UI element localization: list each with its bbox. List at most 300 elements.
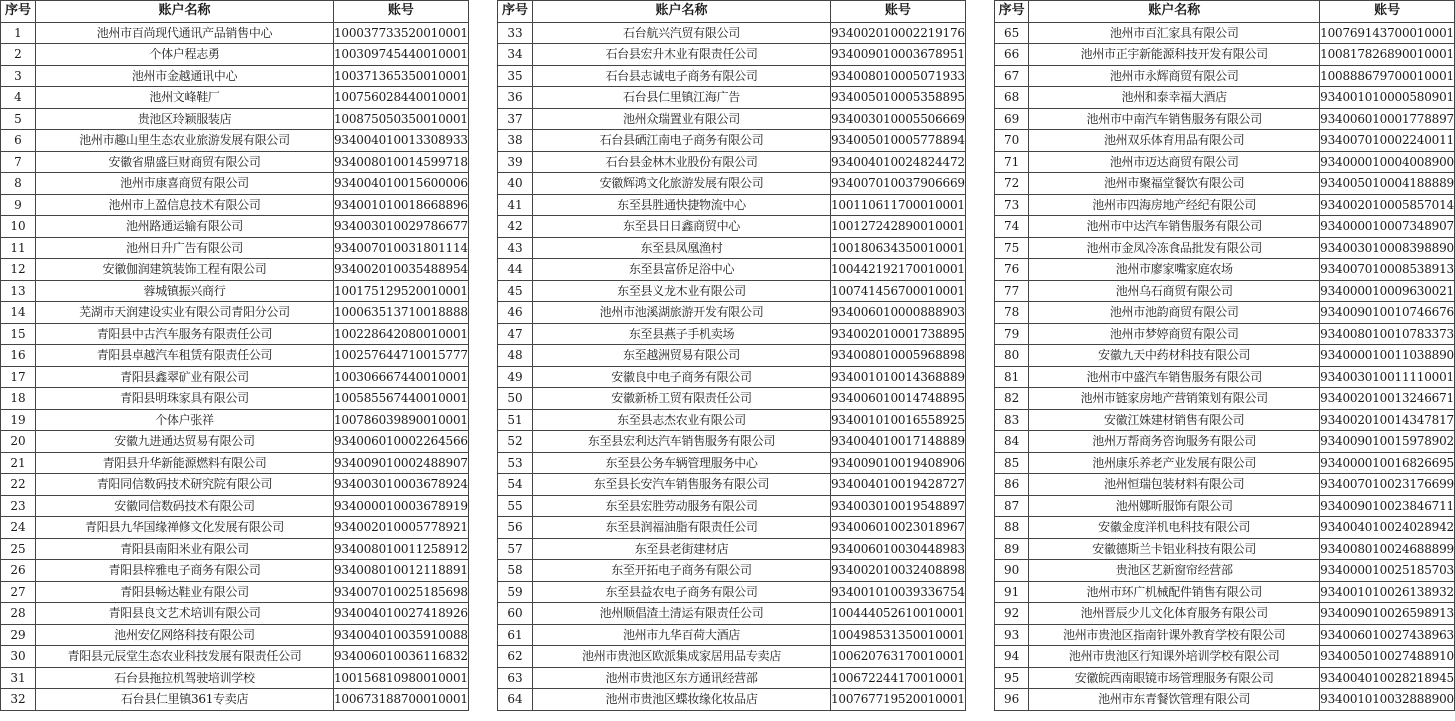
row-account-number: 100442192170010001 [831, 259, 966, 281]
table-row [995, 173, 1455, 195]
row-account-name: 安徽新桥工贸有限责任公司 [533, 388, 831, 410]
table-row [1, 431, 469, 453]
row-seq: 59 [498, 581, 533, 603]
table-row [995, 44, 1455, 66]
row-account-name: 池州恒瑞包装材料有限公司 [1029, 474, 1320, 496]
table-header-row [498, 1, 966, 23]
row-account-name: 东至县志杰农业有限公司 [533, 409, 831, 431]
row-seq: 52 [498, 431, 533, 453]
row-account-name: 池州路通运输有限公司 [36, 216, 334, 238]
row-seq: 12 [1, 259, 36, 281]
row-account-name: 青阳县畅达鞋业有限公司 [36, 581, 334, 603]
row-account-name: 石台县宏升木业有限责任公司 [533, 44, 831, 66]
table-row [498, 65, 966, 87]
row-account-name: 个体户张祥 [36, 409, 334, 431]
row-account-name: 安徽同信数码技术有限公司 [36, 495, 334, 517]
table-row [498, 624, 966, 646]
row-account-number: 100673188700010001 [334, 689, 469, 711]
row-seq: 13 [1, 280, 36, 302]
row-seq: 27 [1, 581, 36, 603]
row-account-number: 934000010004008900 [1320, 151, 1455, 173]
row-account-number: 100769143700010001 [1320, 22, 1455, 44]
row-account-name: 池州市金越通讯中心 [36, 65, 334, 87]
row-seq: 86 [995, 474, 1029, 496]
row-account-number: 100888679700010001 [1320, 65, 1455, 87]
row-account-name: 石台县硒江南电子商务有限公司 [533, 130, 831, 152]
row-seq: 17 [1, 366, 36, 388]
row-seq: 55 [498, 495, 533, 517]
row-account-name: 池州市链家房地产营销策划有限公司 [1029, 388, 1320, 410]
row-seq: 22 [1, 474, 36, 496]
row-seq: 7 [1, 151, 36, 173]
table-row [498, 581, 966, 603]
row-seq: 1 [1, 22, 36, 44]
row-seq: 3 [1, 65, 36, 87]
row-account-name: 池州市上盈信息技术有限公司 [36, 194, 334, 216]
row-seq: 50 [498, 388, 533, 410]
row-account-number: 934004010017148889 [831, 431, 966, 453]
table-row [1, 22, 469, 44]
row-account-name: 池州市贵池区行知课外培训学校有限公司 [1029, 646, 1320, 668]
table-row [995, 345, 1455, 367]
row-seq: 60 [498, 603, 533, 625]
row-account-number: 934004010027418926 [334, 603, 469, 625]
row-account-number: 100156810980010001 [334, 667, 469, 689]
row-account-name: 东至县长安汽车销售服务有限公司 [533, 474, 831, 496]
row-seq: 92 [995, 603, 1029, 625]
row-account-name: 池州康乐养老产业发展有限公司 [1029, 452, 1320, 474]
table-row [995, 431, 1455, 453]
header-seq: 序号 [498, 1, 533, 23]
row-account-number: 100180634350010001 [831, 237, 966, 259]
row-seq: 71 [995, 151, 1029, 173]
row-account-number: 934008010005968898 [831, 345, 966, 367]
row-account-number: 934008010014599718 [334, 151, 469, 173]
row-account-name: 东至开拓电子商务有限公司 [533, 560, 831, 582]
row-account-number: 934009010023846711 [1320, 495, 1455, 517]
table-row [1, 517, 469, 539]
table-row [498, 345, 966, 367]
table-row [995, 87, 1455, 109]
row-seq: 82 [995, 388, 1029, 410]
table-row [1, 560, 469, 582]
row-account-number: 100817826890010001 [1320, 44, 1455, 66]
row-seq: 48 [498, 345, 533, 367]
table-row [498, 22, 966, 44]
table-row [498, 409, 966, 431]
account-table-3 [994, 0, 1455, 711]
header-account-name: 账户名称 [533, 1, 831, 23]
row-account-number: 934007010023176699 [1320, 474, 1455, 496]
table-row [498, 259, 966, 281]
table-row [1, 216, 469, 238]
row-account-number: 934009010015978902 [1320, 431, 1455, 453]
row-seq: 2 [1, 44, 36, 66]
row-account-name: 青阳县卓越汽车租赁有限责任公司 [36, 345, 334, 367]
row-seq: 73 [995, 194, 1029, 216]
row-account-number: 934001010016558925 [831, 409, 966, 431]
table-row [1, 603, 469, 625]
row-account-name: 东至越洲贸易有限公司 [533, 345, 831, 367]
row-seq: 42 [498, 216, 533, 238]
row-account-number: 934006010036116832 [334, 646, 469, 668]
table-row [995, 108, 1455, 130]
row-account-number: 934003010029786677 [334, 216, 469, 238]
row-account-number: 100786039890010001 [334, 409, 469, 431]
table-row [995, 560, 1455, 582]
row-account-name: 池州市东青餐饮管理有限公司 [1029, 689, 1320, 711]
row-seq: 94 [995, 646, 1029, 668]
row-account-name: 池州市中达汽车销售服务有限公司 [1029, 216, 1320, 238]
row-seq: 89 [995, 538, 1029, 560]
table-row [1, 323, 469, 345]
row-account-number: 100620763170010001 [831, 646, 966, 668]
row-account-number: 934006010001778897 [1320, 108, 1455, 130]
row-account-number: 934005010027488910 [1320, 646, 1455, 668]
header-seq: 序号 [1, 1, 36, 23]
row-account-number: 934001010000580901 [1320, 87, 1455, 109]
header-account-number: 账号 [334, 1, 469, 23]
header-account-name: 账户名称 [36, 1, 334, 23]
table-row [1, 44, 469, 66]
table-header-row [1, 1, 469, 23]
row-account-name: 贵池区玲颖服装店 [36, 108, 334, 130]
row-account-number: 934000010003678919 [334, 495, 469, 517]
table-row [498, 560, 966, 582]
row-seq: 63 [498, 667, 533, 689]
row-account-name: 安徽省鼎盛巨财商贸有限公司 [36, 151, 334, 173]
table-row [1, 581, 469, 603]
row-account-number: 934000010009630021 [1320, 280, 1455, 302]
row-seq: 74 [995, 216, 1029, 238]
row-seq: 11 [1, 237, 36, 259]
row-account-number: 934004010015600006 [334, 173, 469, 195]
row-seq: 15 [1, 323, 36, 345]
row-seq: 28 [1, 603, 36, 625]
row-account-number: 100063513710018888 [334, 302, 469, 324]
row-account-number: 100371365350010001 [334, 65, 469, 87]
row-account-name: 芜湖市天润建设实业有限公司青阳分公司 [36, 302, 334, 324]
row-seq: 20 [1, 431, 36, 453]
row-account-number: 934003010003678924 [334, 474, 469, 496]
table-row [1, 538, 469, 560]
row-account-number: 934002010005857014 [1320, 194, 1455, 216]
row-account-number: 100309745440010001 [334, 44, 469, 66]
account-table-1 [0, 0, 469, 711]
table-row [498, 388, 966, 410]
table-row [1, 388, 469, 410]
row-account-name: 东至县胜通快捷物流中心 [533, 194, 831, 216]
table-row [995, 474, 1455, 496]
row-seq: 40 [498, 173, 533, 195]
table-row [995, 151, 1455, 173]
row-account-number: 934002010014347817 [1320, 409, 1455, 431]
row-account-name: 东至县义龙木业有限公司 [533, 280, 831, 302]
row-account-number: 934004010013308933 [334, 130, 469, 152]
row-account-number: 934009010002488907 [334, 452, 469, 474]
row-seq: 32 [1, 689, 36, 711]
row-seq: 36 [498, 87, 533, 109]
row-seq: 49 [498, 366, 533, 388]
row-account-number: 934001010014368889 [831, 366, 966, 388]
row-account-name: 东至县凤凰渔村 [533, 237, 831, 259]
row-seq: 41 [498, 194, 533, 216]
row-seq: 24 [1, 517, 36, 539]
table-row [498, 646, 966, 668]
row-seq: 38 [498, 130, 533, 152]
row-seq: 96 [995, 689, 1029, 711]
row-seq: 93 [995, 624, 1029, 646]
row-account-name: 池州双乐体育用品有限公司 [1029, 130, 1320, 152]
table-row [498, 87, 966, 109]
row-seq: 5 [1, 108, 36, 130]
table-row [1, 237, 469, 259]
row-seq: 65 [995, 22, 1029, 44]
row-account-number: 934004010019428727 [831, 474, 966, 496]
table-row [995, 495, 1455, 517]
row-account-number: 934000010011038890 [1320, 345, 1455, 367]
row-account-number: 934004010035910088 [334, 624, 469, 646]
table-row [498, 108, 966, 130]
row-account-number: 934007010002240011 [1320, 130, 1455, 152]
row-seq: 51 [498, 409, 533, 431]
row-account-number: 100175129520010001 [334, 280, 469, 302]
table-row [1, 474, 469, 496]
table-row [1, 280, 469, 302]
header-account-number: 账号 [831, 1, 966, 23]
row-seq: 30 [1, 646, 36, 668]
table-row [498, 517, 966, 539]
row-account-name: 池州市永辉商贸有限公司 [1029, 65, 1320, 87]
row-seq: 72 [995, 173, 1029, 195]
row-account-name: 池州市梦婷商贸有限公司 [1029, 323, 1320, 345]
row-account-name: 池州顺倡渣土清运有限责任公司 [533, 603, 831, 625]
row-account-name: 东至县宏利达汽车销售服务有限公司 [533, 431, 831, 453]
row-seq: 43 [498, 237, 533, 259]
row-seq: 18 [1, 388, 36, 410]
table-row [1, 151, 469, 173]
row-seq: 10 [1, 216, 36, 238]
row-seq: 21 [1, 452, 36, 474]
row-account-number: 934000010007348907 [1320, 216, 1455, 238]
row-seq: 31 [1, 667, 36, 689]
row-account-number: 934007010031801114 [334, 237, 469, 259]
row-account-name: 池州晋辰少儿文化体育服务有限公司 [1029, 603, 1320, 625]
row-seq: 91 [995, 581, 1029, 603]
row-account-name: 青阳县梓雅电子商务有限公司 [36, 560, 334, 582]
row-account-name: 石台县拖拉机驾驶培训学校 [36, 667, 334, 689]
row-seq: 69 [995, 108, 1029, 130]
row-account-number: 934006010023018967 [831, 517, 966, 539]
table-row [995, 409, 1455, 431]
row-seq: 39 [498, 151, 533, 173]
row-account-name: 石台县仁里镇361专卖店 [36, 689, 334, 711]
row-account-name: 池州市廖家嘴家庭农场 [1029, 259, 1320, 281]
row-account-name: 池州市聚福堂餐饮有限公司 [1029, 173, 1320, 195]
row-seq: 90 [995, 560, 1029, 582]
row-account-number: 934005010004188889 [1320, 173, 1455, 195]
row-account-name: 个体户程志勇 [36, 44, 334, 66]
row-account-name: 池州市贵池区欧派集成家居用品专卖店 [533, 646, 831, 668]
row-seq: 25 [1, 538, 36, 560]
table-row [498, 173, 966, 195]
row-account-name: 青阳同信数码技术研究院有限公司 [36, 474, 334, 496]
row-account-number: 934006010000888903 [831, 302, 966, 324]
row-seq: 80 [995, 345, 1029, 367]
row-account-number: 934002010001738895 [831, 323, 966, 345]
table-row [995, 538, 1455, 560]
row-account-number: 100585567440010001 [334, 388, 469, 410]
row-account-number: 934002010035488954 [334, 259, 469, 281]
table-row [995, 689, 1455, 711]
table-row [1, 624, 469, 646]
row-account-name: 池州娜昕服饰有限公司 [1029, 495, 1320, 517]
table-row [498, 603, 966, 625]
row-seq: 56 [498, 517, 533, 539]
row-seq: 62 [498, 646, 533, 668]
row-account-name: 池州市池韵商贸有限公司 [1029, 302, 1320, 324]
row-account-name: 池州市贵池区东方通讯经营部 [533, 667, 831, 689]
table-row [1, 646, 469, 668]
table-row [995, 581, 1455, 603]
row-account-name: 池州市百汇家具有限公司 [1029, 22, 1320, 44]
table-row [1, 366, 469, 388]
row-account-name: 池州安亿网络科技有限公司 [36, 624, 334, 646]
row-account-name: 池州市贵池区指南针课外教育学校有限公司 [1029, 624, 1320, 646]
table-row [498, 44, 966, 66]
table-row [995, 259, 1455, 281]
row-account-number: 934008010012118891 [334, 560, 469, 582]
row-account-number: 934009010026598913 [1320, 603, 1455, 625]
row-account-name: 池州市趣山里生态农业旅游发展有限公司 [36, 130, 334, 152]
table-row [1, 65, 469, 87]
row-account-name: 池州市康喜商贸有限公司 [36, 173, 334, 195]
row-account-number: 934007010025185698 [334, 581, 469, 603]
row-account-number: 934004010028218945 [1320, 667, 1455, 689]
row-seq: 16 [1, 345, 36, 367]
row-account-name: 蓉城镇振兴商行 [36, 280, 334, 302]
row-account-name: 安徽伽润建筑装饰工程有限公司 [36, 259, 334, 281]
row-account-name: 青阳县元辰堂生态农业科技发展有限责任公司 [36, 646, 334, 668]
table-row [498, 495, 966, 517]
row-seq: 76 [995, 259, 1029, 281]
table-row [995, 323, 1455, 345]
row-account-number: 100127242890010001 [831, 216, 966, 238]
table-row [995, 603, 1455, 625]
table-row [1, 87, 469, 109]
row-account-number: 100257644710015777 [334, 345, 469, 367]
row-account-number: 100756028440010001 [334, 87, 469, 109]
row-account-number: 100672244170010001 [831, 667, 966, 689]
table-row [1, 194, 469, 216]
row-account-name: 石台县金林木业股份有限公司 [533, 151, 831, 173]
row-account-number: 100444052610010001 [831, 603, 966, 625]
row-account-number: 934009010010746676 [1320, 302, 1455, 324]
row-account-number: 934009010019408906 [831, 452, 966, 474]
row-account-number: 934001010026138932 [1320, 581, 1455, 603]
row-seq: 57 [498, 538, 533, 560]
table-row [498, 280, 966, 302]
table-row [498, 538, 966, 560]
row-seq: 34 [498, 44, 533, 66]
row-seq: 53 [498, 452, 533, 474]
row-account-name: 池州众瑞置业有限公司 [533, 108, 831, 130]
table-row [995, 388, 1455, 410]
row-seq: 75 [995, 237, 1029, 259]
table-row [995, 452, 1455, 474]
table-row [1, 259, 469, 281]
row-account-number: 100741456700010001 [831, 280, 966, 302]
row-account-name: 安徽德斯兰卡铝业科技有限公司 [1029, 538, 1320, 560]
row-seq: 29 [1, 624, 36, 646]
header-account-name: 账户名称 [1029, 1, 1320, 23]
table-row [498, 194, 966, 216]
row-seq: 26 [1, 560, 36, 582]
row-account-number: 934005010005778894 [831, 130, 966, 152]
row-account-name: 贵池区艺新窗帘经营部 [1029, 560, 1320, 582]
row-account-number: 100767719520010001 [831, 689, 966, 711]
row-account-number: 934001010032888900 [1320, 689, 1455, 711]
table-row [1, 302, 469, 324]
row-seq: 67 [995, 65, 1029, 87]
table-row [498, 130, 966, 152]
table-row [995, 65, 1455, 87]
row-account-number: 934003010005506669 [831, 108, 966, 130]
row-account-name: 池州市百尚现代通讯产品销售中心 [36, 22, 334, 44]
row-account-name: 池州市中盛汽车销售服务有限公司 [1029, 366, 1320, 388]
table-row [498, 474, 966, 496]
row-account-number: 934001010018668896 [334, 194, 469, 216]
row-account-name: 池州市九华百荷大酒店 [533, 624, 831, 646]
row-seq: 9 [1, 194, 36, 216]
row-account-name: 池州市中南汽车销售服务有限公司 [1029, 108, 1320, 130]
row-account-name: 安徽皖西南眼镜市场管理服务有限公司 [1029, 667, 1320, 689]
row-account-number: 934002010032408898 [831, 560, 966, 582]
row-account-name: 安徽良中电子商务有限公司 [533, 366, 831, 388]
table-row [1, 689, 469, 711]
table-row [498, 452, 966, 474]
row-account-number: 934004010024028942 [1320, 517, 1455, 539]
table-row [498, 151, 966, 173]
row-seq: 19 [1, 409, 36, 431]
row-account-name: 青阳县明珠家具有限公司 [36, 388, 334, 410]
row-seq: 33 [498, 22, 533, 44]
table-row [1, 345, 469, 367]
row-account-number: 934009010003678951 [831, 44, 966, 66]
row-account-name: 池州市池溪湖旅游开发有限公司 [533, 302, 831, 324]
row-seq: 61 [498, 624, 533, 646]
row-account-number: 934006010030448983 [831, 538, 966, 560]
row-account-number: 934008010011258912 [334, 538, 469, 560]
row-account-name: 池州市四海房地产经纪有限公司 [1029, 194, 1320, 216]
row-seq: 78 [995, 302, 1029, 324]
table-row [995, 646, 1455, 668]
table-row [995, 667, 1455, 689]
row-account-name: 池州市金凤冷冻食品批发有限公司 [1029, 237, 1320, 259]
row-account-number: 934005010005358895 [831, 87, 966, 109]
table-row [498, 323, 966, 345]
row-account-name: 石台县仁里镇江海广告 [533, 87, 831, 109]
row-account-name: 东至县燕子手机卖场 [533, 323, 831, 345]
row-seq: 35 [498, 65, 533, 87]
row-seq: 47 [498, 323, 533, 345]
row-account-number: 934002010005778921 [334, 517, 469, 539]
row-account-name: 安徽江姝建材销售有限公司 [1029, 409, 1320, 431]
row-account-number: 934003010019548897 [831, 495, 966, 517]
row-account-name: 青阳县升华新能源燃料有限公司 [36, 452, 334, 474]
row-account-number: 934002010013246671 [1320, 388, 1455, 410]
table-row [498, 216, 966, 238]
